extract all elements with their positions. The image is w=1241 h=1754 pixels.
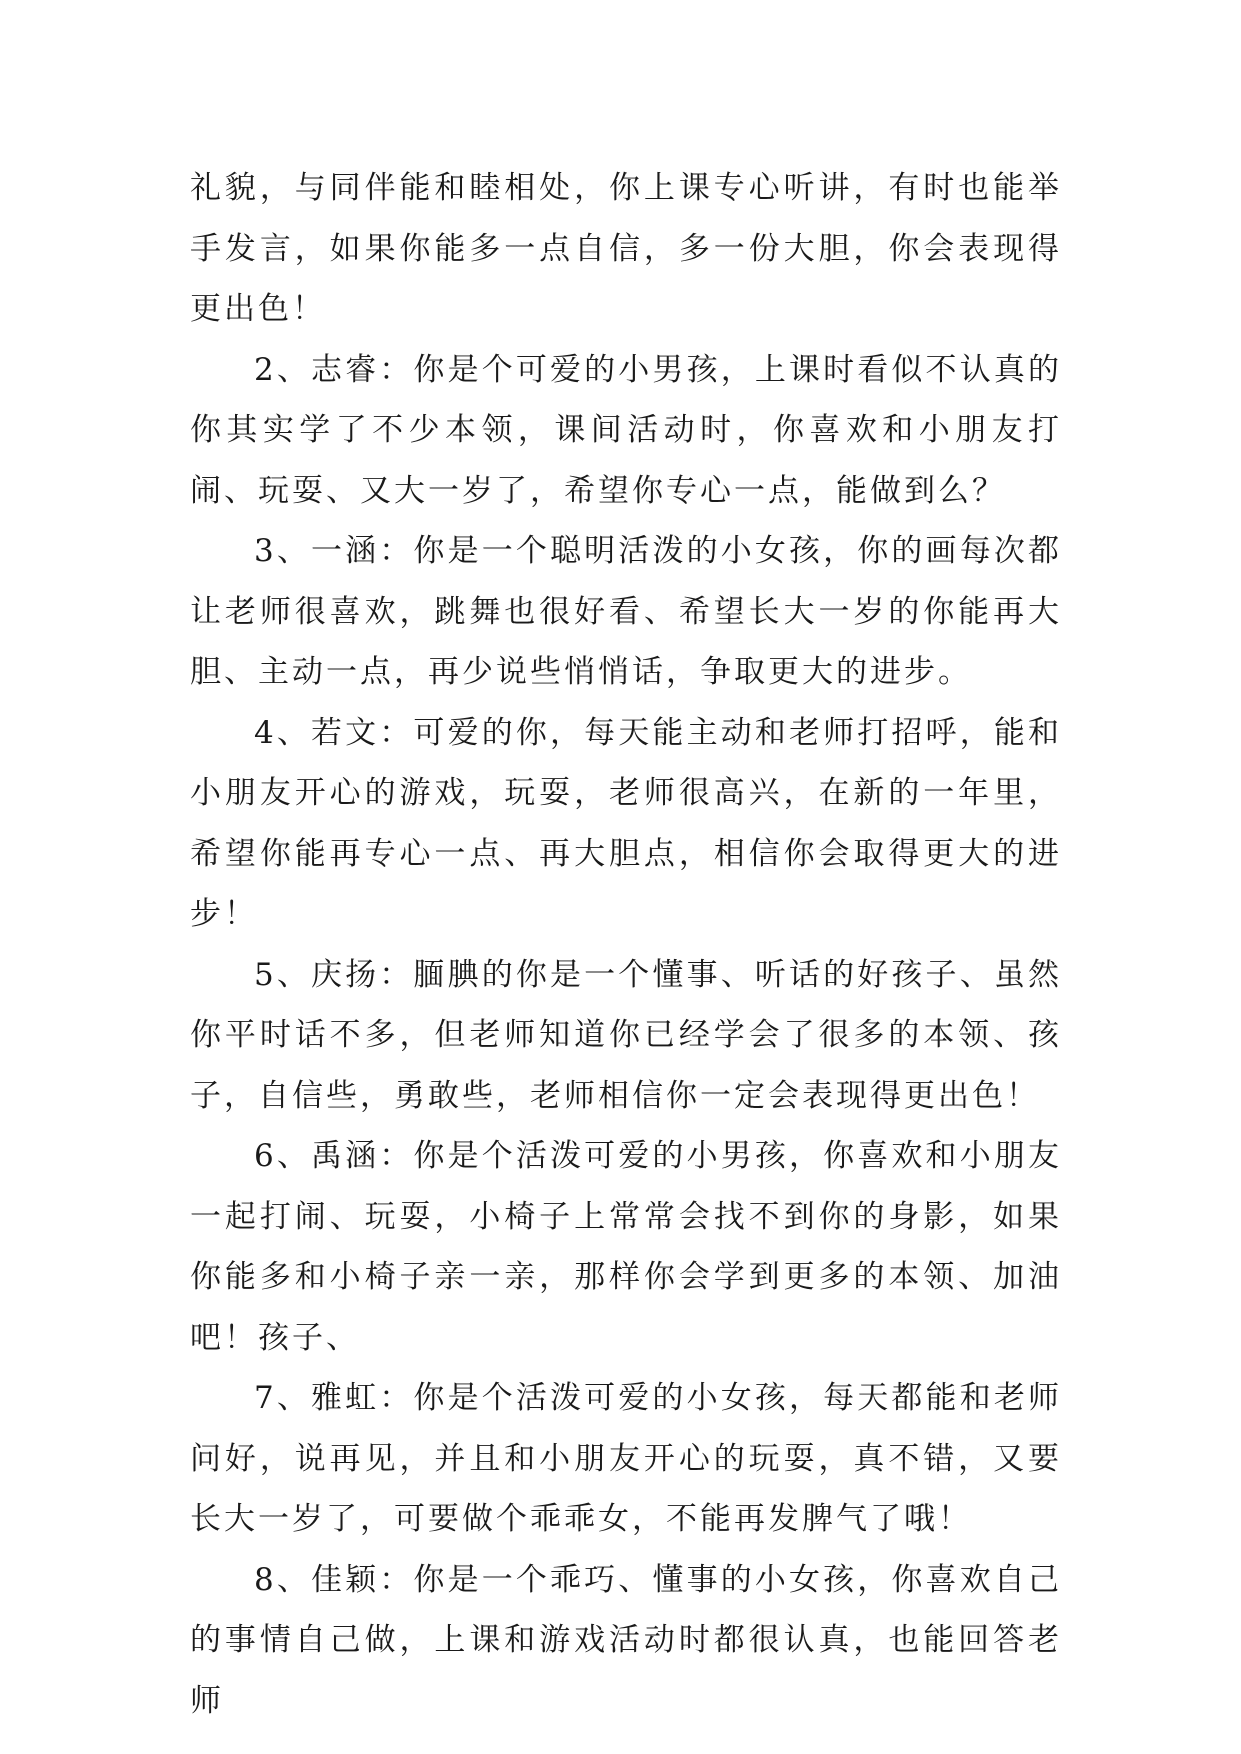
paragraph-continued: 礼貌，与同伴能和睦相处，你上课专心听讲，有时也能举手发言，如果你能多一点自信，多一份大胆，你会表现得更出色！ — [190, 170, 1062, 327]
paragraph-comment-8: 8、佳颖：你是一个乖巧、懂事的小女孩，你喜欢自己的事情自己做，上课和游戏活动时都很认真，也能回答老师 — [190, 1561, 1062, 1719]
paragraph-comment-3: 3、一涵：你是一个聪明活泼的小女孩，你的画每次都让老师很喜欢，跳舞也很好看、希望长大一岁的你能再大胆、主动一点，再少说些悄悄话，争取更大的进步。 — [190, 533, 1062, 690]
paragraph-comment-6: 6、禹涵：你是个活泼可爱的小男孩，你喜欢和小朋友一起打闹、玩耍，小椅子上常常会找不到你的身影，如果你能多和小椅子亲一亲，那样你会学到更多的本领、加油吧！孩子、 — [190, 1138, 1062, 1356]
paragraph-comment-2: 2、志睿：你是个可爱的小男孩，上课时看似不认真的你其实学了不少本领，课间活动时，你喜欢和小朋友打闹、玩耍、又大一岁了，希望你专心一点，能做到么？ — [190, 351, 1062, 509]
paragraph-comment-7: 7、雅虹：你是个活泼可爱的小女孩，每天都能和老师问好，说再见，并且和小朋友开心的玩耍，真不错，又要长大一岁了，可要做个乖乖女，不能再发脾气了哦！ — [190, 1380, 1062, 1537]
document-body — [190, 158, 1062, 1731]
paragraph-comment-5: 5、庆扬：腼腆的你是一个懂事、听话的好孩子、虽然你平时话不多，但老师知道你已经学会了很多的本领、孩子，自信些，勇敢些，老师相信你一定会表现得更出色！ — [190, 956, 1062, 1114]
paragraph-comment-4: 4、若文：可爱的你，每天能主动和老师打招呼，能和小朋友开心的游戏，玩耍，老师很高兴，在新的一年里，希望你能再专心一点、再大胆点，相信你会取得更大的进步！ — [190, 714, 1062, 932]
